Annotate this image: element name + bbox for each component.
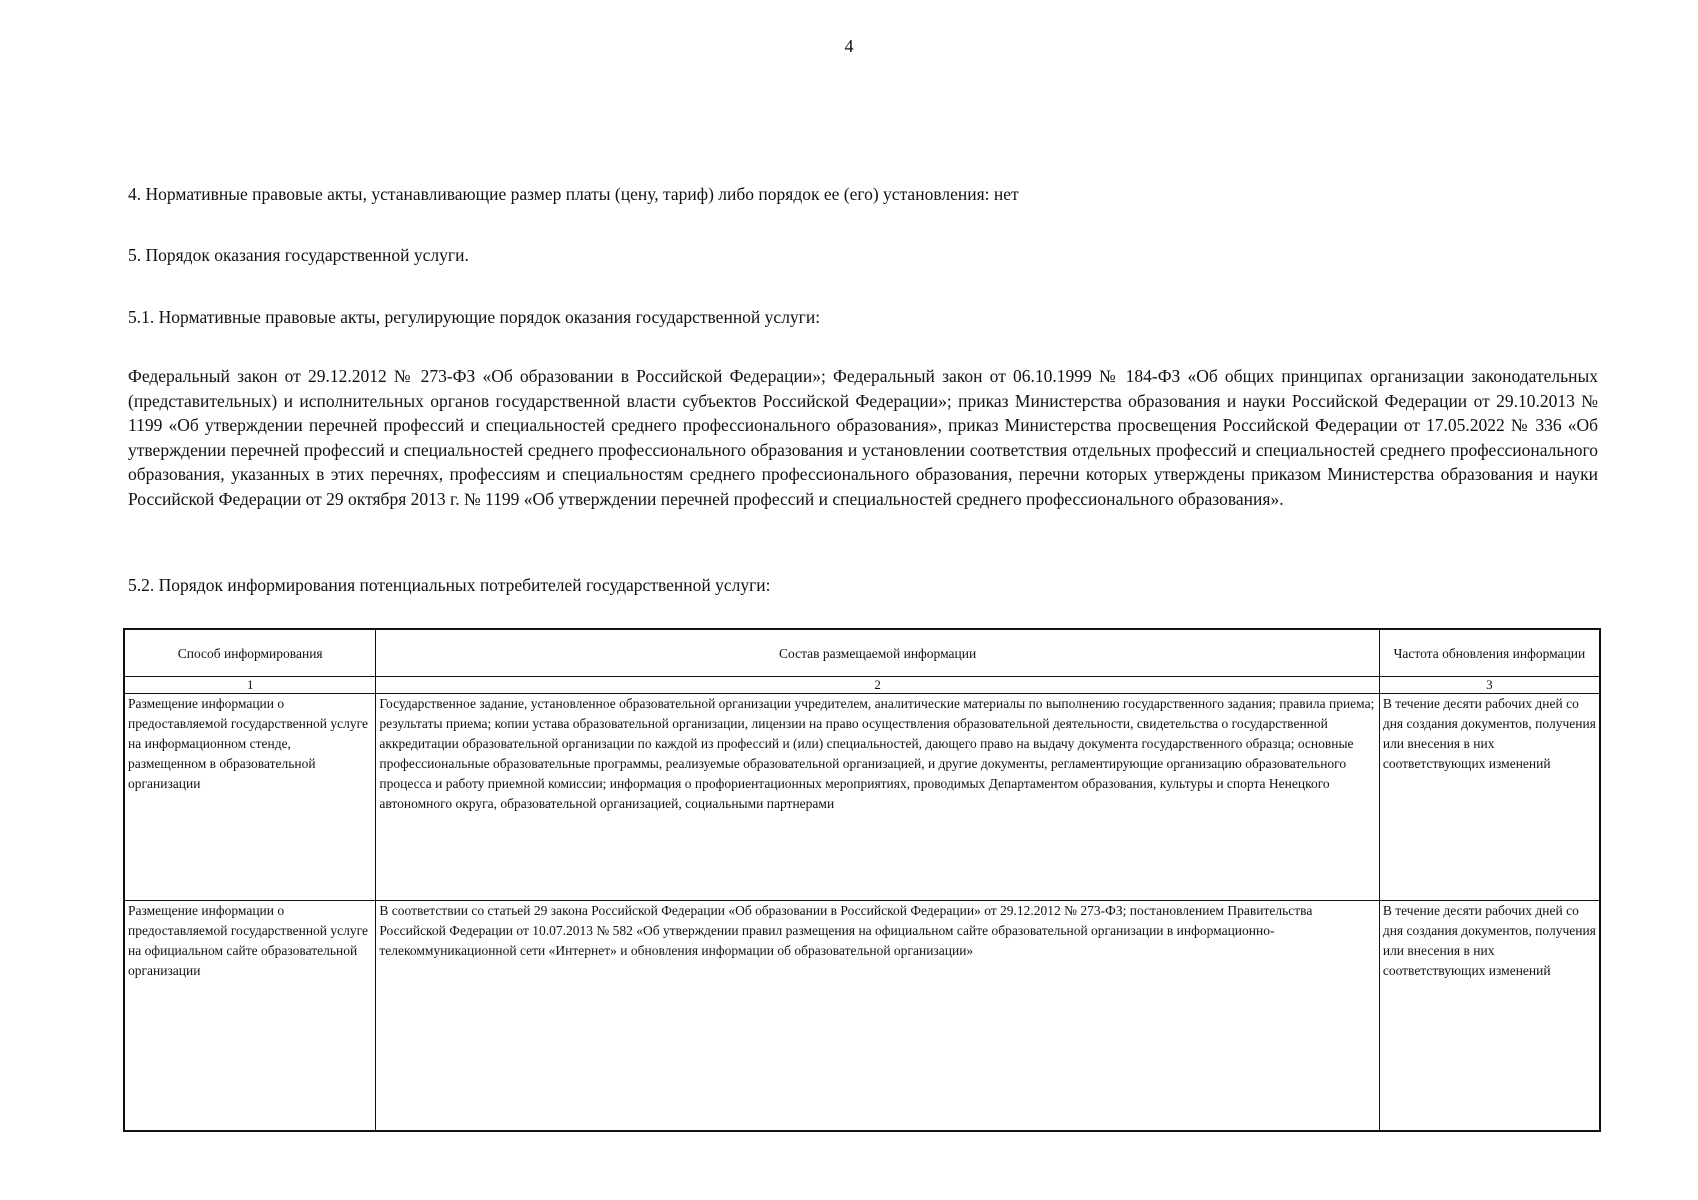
table-row xyxy=(124,901,1600,1132)
header-content: Состав размещаемой информации xyxy=(376,629,1379,677)
cell-method: Размещение информации о предоставляемой государственной услуге на официальном сайте образовательной организации xyxy=(124,901,376,1132)
table-header-row xyxy=(124,629,1600,677)
informing-table xyxy=(123,628,1601,1132)
column-number: 1 xyxy=(124,677,376,694)
header-frequency: Частота обновления информации xyxy=(1379,629,1600,677)
page-number: 4 xyxy=(844,36,854,56)
cell-method: Размещение информации о предоставляемой государственной услуге на информационном стенде, размещенном в образовательной организации xyxy=(124,694,376,901)
header-method: Способ информирования xyxy=(124,629,376,677)
section-5-2-heading: 5.2. Порядок информирования потенциальных потребителей государственной услуги: xyxy=(128,575,771,595)
section-5-1-heading: 5.1. Нормативные правовые акты, регулирующие порядок оказания государственной услуги: xyxy=(128,307,821,327)
column-number: 3 xyxy=(1379,677,1600,694)
table-column-number-row xyxy=(124,677,1600,694)
legal-acts-paragraph: Федеральный закон от 29.12.2012 № 273-ФЗ «Об образовании в Российской Федерации»; Федеральный закон от 06.10.1999 № 184-ФЗ «Об общих принципах организации законодательных (представительных) и исполнительных органов государственной власти субъектов Российской Федерации»; приказ Министерства образования и науки Российской Федерации от 29.10.2013 № 1199 «Об утверждении перечней профессий и специальностей среднего профессионального образования», приказ Министерства просвещения Российской Федерации от 17.05.2022 № 336 «Об утверждении перечней профессий и специальностей среднего профессионального образования и установлении соответствия отдельных профессий и специальностей среднего профессионального образования, указанных в этих перечнях, профессиям и специальностям среднего профессионального образования, перечни которых утверждены приказом Министерства образования и науки Российской Федерации от 29 октября 2013 г. № 1199 «Об утверждении перечней профессий и специальностей среднего профессионального образования». xyxy=(128,366,1598,509)
table-row xyxy=(124,694,1600,901)
section-4-paragraph: 4. Нормативные правовые акты, устанавливающие размер платы (цену, тариф) либо порядок ее (его) установления: нет xyxy=(128,184,1019,204)
cell-frequency: В течение десяти рабочих дней со дня создания документов, получения или внесения в них соответствующих изменений xyxy=(1379,694,1600,901)
cell-content: В соответствии со статьей 29 закона Российской Федерации «Об образовании в Российской Федерации» от 29.12.2012 № 273-ФЗ; постановлением Правительства Российской Федерации от 10.07.2013 № 582 «Об утверждении правил размещения на официальном сайте образовательной организации в информационно-телекоммуникационной сети «Интернет» и обновления информации об образовательной организации» xyxy=(376,901,1379,1132)
cell-content: Государственное задание, установленное образовательной организации учредителем, аналитические материалы по выполнению государственного задания; правила приема; результаты приема; копии устава образовательной организации, лицензии на право осуществления образовательной деятельности, свидетельства о государственной аккредитации образовательной организации по каждой из профессий и (или) специальностей, дающего право на выдачу документа государственного образца; основные профессиональные образовательные программы, реализуемые образовательной организацией, и другие документы, регламентирующие организацию образовательного процесса и работу приемной комиссии; информация о профориентационных мероприятиях, проводимых Департаментом образования, культуры и спорта Ненецкого автономного округа, образовательной организацией, социальными партнерами xyxy=(376,694,1379,901)
section-5-heading: 5. Порядок оказания государственной услуги. xyxy=(128,245,469,265)
column-number: 2 xyxy=(376,677,1379,694)
cell-frequency: В течение десяти рабочих дней со дня создания документов, получения или внесения в них соответствующих изменений xyxy=(1379,901,1600,1132)
